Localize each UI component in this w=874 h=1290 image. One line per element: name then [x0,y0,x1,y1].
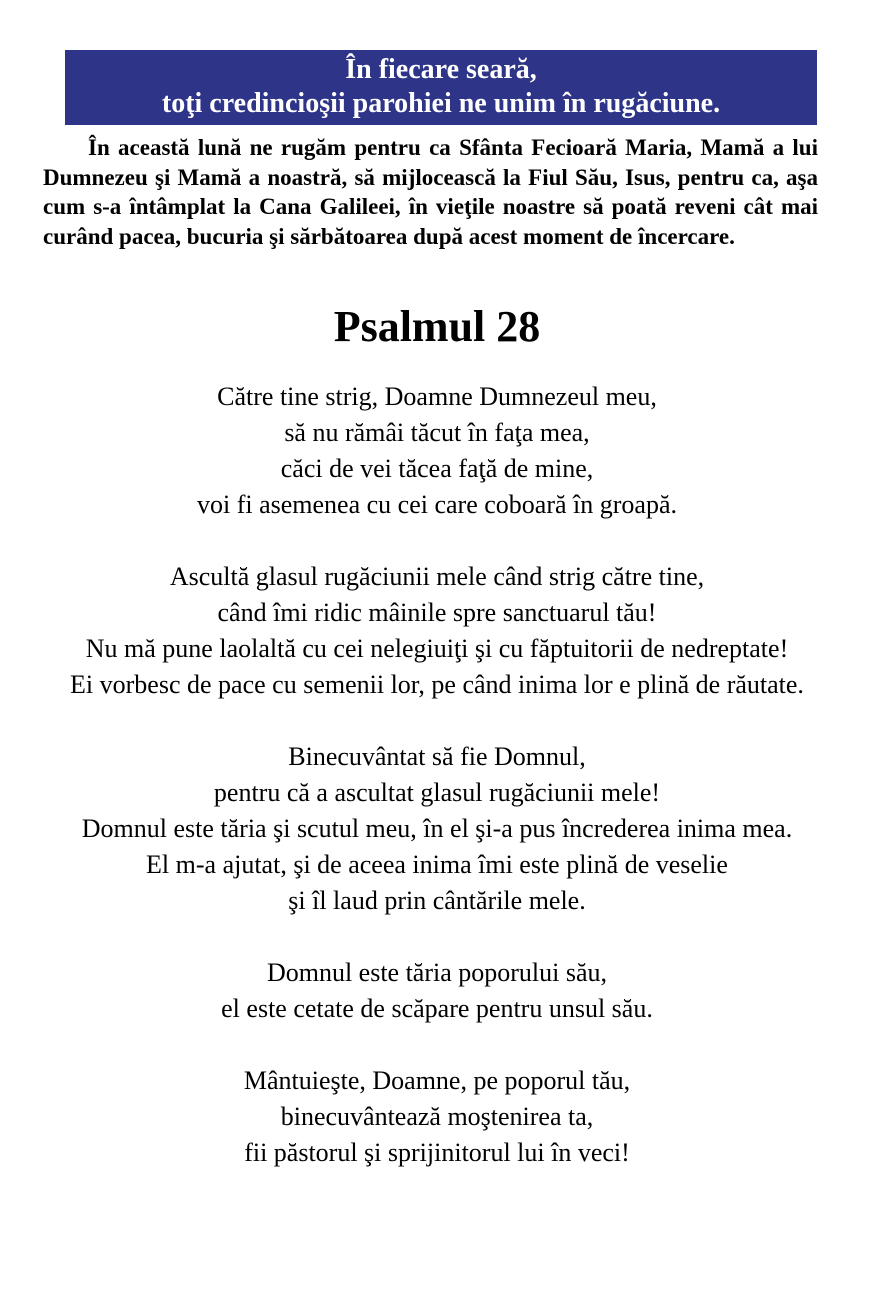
psalm-line: Ascultă glasul rugăciunii mele când strig către tine, [169,562,705,591]
psalm-line: să nu rămâi tăcut în faţa mea, [284,418,590,447]
psalm-line: voi fi asemenea cu cei care coboară în groapă. [196,490,677,519]
psalm-line: El m-a ajutat, şi de aceea inima îmi este plină de veselie [146,850,728,879]
psalm-line: Domnul este tăria poporului său, [266,958,608,987]
psalm-line: când îmi ridic mâinile spre sanctuarul tău! [217,598,657,627]
psalm-stanza-5 [0,1063,874,1171]
psalm-stanza-3 [0,739,874,919]
psalm-line: Mântuieşte, Doamne, pe poporul tău, [243,1066,631,1095]
psalm-line: căci de vei tăcea faţă de mine, [280,454,594,483]
psalm-stanza-1 [0,379,874,523]
psalm-title: Psalmul 28 [333,302,541,351]
psalm-line: Binecuvântat să fie Domnul, [288,742,586,771]
psalm-body [0,379,874,1171]
psalm-line: Nu mă pune laolaltă cu cei nelegiuiţi şi cu făptuitorii de nedreptate! [85,634,789,663]
prayer-banner [65,50,817,125]
psalm-stanza-2 [0,559,874,703]
psalm-line: şi îl laud prin cântările mele. [288,886,586,915]
banner-line-2: toţi credincioşii parohiei ne unim în rugăciune. [161,88,721,119]
banner-line-1: În fiecare seară, [345,54,537,85]
monthly-intention-paragraph: În această lună ne rugăm pentru ca Sfânta Fecioară Maria, Mamă a lui Dumnezeu şi Mamă a noastră, să mijlocească la Fiul Său, Isus, pentru ca, aşa cum s-a întâmplat la Cana Galileei, în vieţile noastre să poată reveni cât mai curând pacea, bucuria şi sărbătoarea după acest moment de încercare. [43,135,818,249]
psalm-line: pentru că a ascultat glasul rugăciunii mele! [213,778,661,807]
psalm-stanza-4 [0,955,874,1027]
psalm-line: Către tine strig, Doamne Dumnezeul meu, [217,382,657,411]
psalm-line: Domnul este tăria şi scutul meu, în el şi-a pus încrederea inima mea. [81,814,793,843]
psalm-line: Ei vorbesc de pace cu semenii lor, pe când inima lor e plină de răutate. [70,670,804,699]
psalm-line: el este cetate de scăpare pentru unsul său. [221,994,653,1023]
psalm-line: binecuvântează moştenirea ta, [280,1102,594,1131]
psalm-line: fii păstorul şi sprijinitorul lui în veci! [244,1138,630,1167]
